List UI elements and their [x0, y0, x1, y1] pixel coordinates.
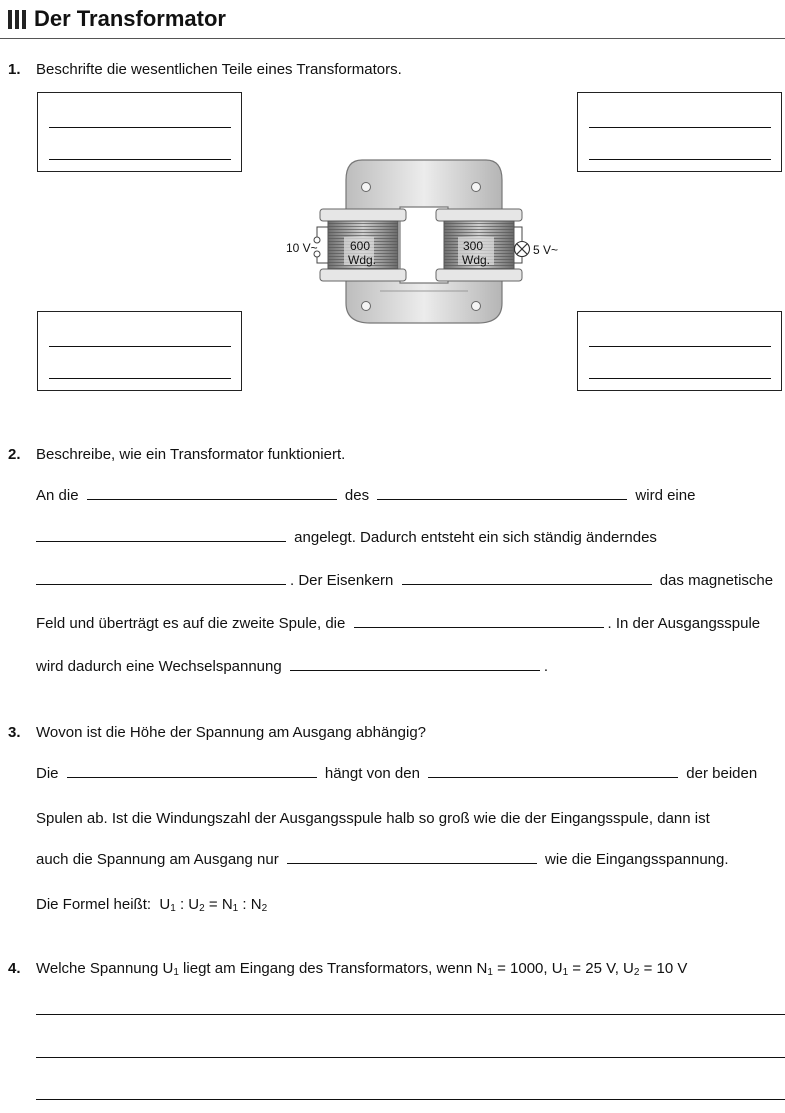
answer-line[interactable] — [36, 1057, 785, 1058]
answer-line[interactable] — [49, 378, 231, 379]
label-box-bottom-left — [37, 311, 242, 391]
answer-line[interactable] — [49, 127, 231, 128]
q2-text: Feld und überträgt es auf die zweite Spule, die — [36, 615, 346, 632]
question-2-text: Beschreibe, wie ein Transformator funktioniert. — [36, 446, 346, 463]
subscript: 2 — [633, 967, 640, 978]
q2-text: das magnetische — [659, 572, 774, 589]
q4-text: Welche Spannung U — [36, 960, 174, 977]
label-box-top-right — [577, 92, 782, 172]
secondary-coil-turns: 300 — [463, 239, 484, 253]
label-box-bottom-right — [577, 311, 782, 391]
q2-text: . — [543, 658, 549, 675]
q2-text: des — [344, 487, 370, 504]
fill-in-blank[interactable] — [377, 485, 627, 500]
question-3-number: 3. — [8, 724, 21, 741]
q2-text: wird eine — [635, 487, 696, 504]
fill-in-blank[interactable] — [87, 485, 337, 500]
q2-line-4 — [36, 613, 760, 634]
q4-text: = 1000, U — [492, 960, 563, 977]
q3-line-3 — [36, 849, 729, 870]
formula-operator: = — [208, 896, 218, 913]
q2-text: . Der Eisenkern — [290, 572, 394, 589]
q2-text: . In der Ausgangsspule — [607, 615, 761, 632]
q3-text: auch die Spannung am Ausgang nur — [36, 851, 279, 868]
formula-subscript: 2 — [261, 903, 268, 914]
q3-text: Die — [36, 765, 59, 782]
subscript: 1 — [487, 967, 493, 978]
q2-text: An die — [36, 487, 79, 504]
q2-line-5 — [36, 656, 548, 677]
secondary-coil-unit: Wdg. — [462, 253, 491, 267]
transformer-diagram — [280, 155, 570, 330]
lamp-icon — [514, 227, 530, 263]
fill-in-blank[interactable] — [402, 570, 652, 585]
formula-subscript: 1 — [170, 903, 176, 914]
primary-coil-unit: Wdg. — [348, 253, 377, 267]
subscript: 1 — [562, 967, 569, 978]
q2-line-1 — [36, 485, 695, 506]
q2-line-2 — [36, 527, 657, 548]
formula-symbol: U — [188, 896, 200, 913]
question-1-number: 1. — [8, 61, 21, 78]
page-title: Der Transformator — [34, 6, 226, 31]
subscript: 1 — [173, 967, 179, 978]
answer-line[interactable] — [589, 159, 771, 160]
fill-in-blank[interactable] — [428, 763, 678, 778]
label-box-top-left — [37, 92, 242, 172]
output-voltage-label: 5 V~ — [533, 243, 559, 257]
q3-text: der beiden — [686, 765, 758, 782]
q3-line-1 — [36, 763, 757, 784]
q4-text: = 10 V — [639, 960, 688, 977]
q4-text: = 25 V, U — [568, 960, 634, 977]
q2-text: wird dadurch eine Wechselspannung — [36, 658, 282, 675]
fill-in-blank[interactable] — [287, 849, 537, 864]
formula-label: Die Formel heißt: — [36, 896, 152, 913]
formula-operator: : — [242, 896, 247, 913]
answer-line[interactable] — [36, 1099, 785, 1100]
question-1-text: Beschrifte die wesentlichen Teile eines Transformators. — [36, 61, 402, 78]
question-3-text: Wovon ist die Höhe der Spannung am Ausgang abhängig? — [36, 724, 427, 741]
q3-formula-line — [36, 895, 267, 915]
q4-text: liegt am Eingang des Transformators, wenn N — [178, 960, 488, 977]
answer-line[interactable] — [589, 346, 771, 347]
primary-coil-turns: 600 — [350, 239, 371, 253]
formula-symbol: N — [250, 896, 262, 913]
answer-line[interactable] — [49, 346, 231, 347]
formula — [159, 896, 267, 913]
answer-line[interactable] — [589, 378, 771, 379]
q3-line-2: Spulen ab. Ist die Windungszahl der Ausgangsspule halb so groß wie die der Eingangsspule, dann ist — [36, 810, 710, 827]
answer-line[interactable] — [36, 1014, 785, 1015]
fill-in-blank[interactable] — [36, 527, 286, 542]
input-voltage-label: 10 V~ — [286, 241, 318, 255]
question-4-number: 4. — [8, 960, 21, 977]
formula-subscript: 1 — [232, 903, 239, 914]
page-header — [0, 0, 785, 39]
q2-line-3 — [36, 570, 773, 591]
formula-symbol: N — [221, 896, 233, 913]
q2-text: angelegt. Dadurch entsteht ein sich ständig änderndes — [294, 529, 657, 546]
fill-in-blank[interactable] — [290, 656, 540, 671]
formula-symbol: U — [159, 896, 171, 913]
fill-in-blank[interactable] — [67, 763, 317, 778]
answer-line[interactable] — [589, 127, 771, 128]
formula-subscript: 2 — [199, 903, 205, 914]
fill-in-blank[interactable] — [354, 613, 604, 628]
fill-in-blank[interactable] — [36, 570, 286, 585]
answer-line[interactable] — [49, 159, 231, 160]
q3-text: hängt von den — [324, 765, 420, 782]
question-2-number: 2. — [8, 446, 21, 463]
question-4-text — [36, 960, 687, 977]
section-marker-icon — [8, 10, 28, 29]
formula-operator: : — [179, 896, 185, 913]
q3-text: wie die Eingangsspannung. — [545, 851, 729, 868]
